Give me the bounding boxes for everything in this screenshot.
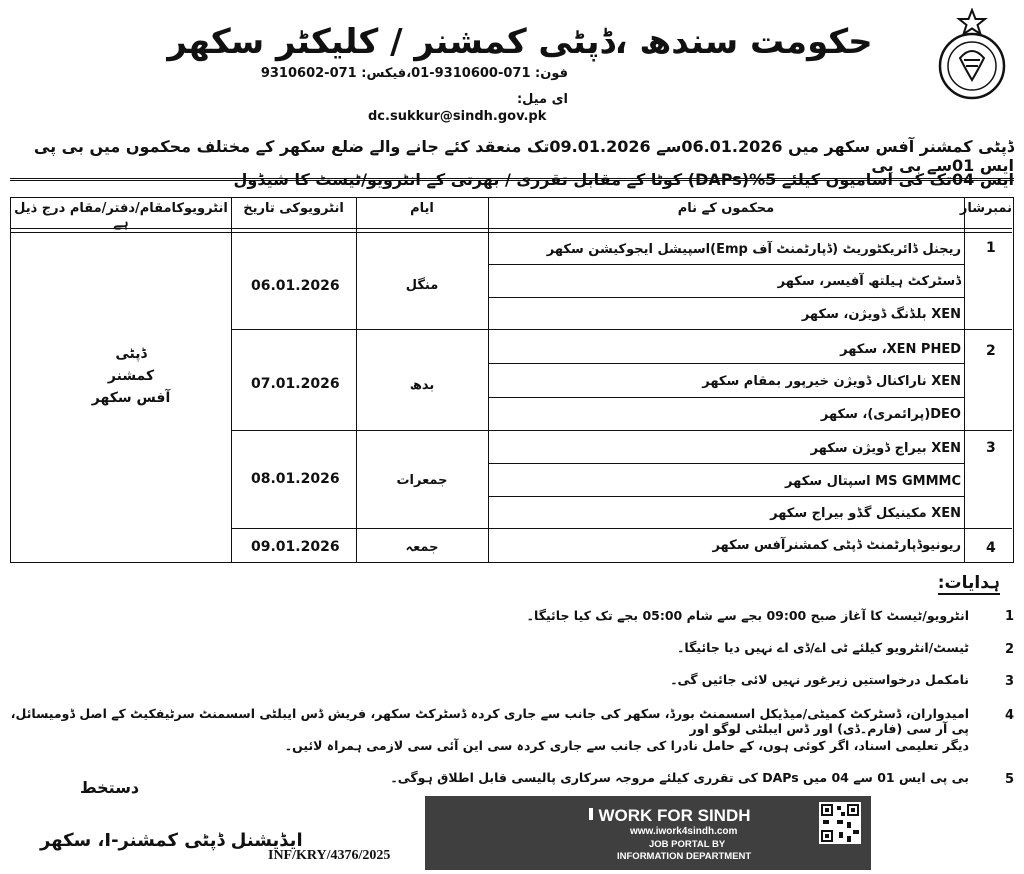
department-name: ریجنل ڈائریکٹوریٹ (ڈپارٹمنٹ آف Emp)اسپیشل ایجوکیشن سکھر: [546, 242, 961, 257]
interview-date: 09.01.2026: [251, 539, 340, 555]
instruction-number: 5: [1004, 772, 1014, 787]
header-interview-date: انٹرویوکی تاریخ: [243, 201, 344, 216]
qr-code-icon[interactable]: [819, 802, 861, 844]
instruction-number: 1: [1004, 609, 1014, 624]
header-departments: محکموں کے نام: [677, 201, 775, 216]
serial-number: 1: [986, 240, 996, 256]
sindh-government-emblem: [932, 8, 1012, 100]
interview-day: منگل: [405, 278, 439, 293]
banner-line-2: INFORMATION DEPARTMENT: [617, 851, 752, 862]
schedule-heading-line-1: ڈپٹی کمشنر آفس سکھر میں 06.01.2026سے 09.01.2026تک منعقد کئے جانے والے ضلع سکھر کے مختلف محکموں میں بی پی ایس 01سے بی پی: [10, 137, 1014, 181]
instruction-text: نامکمل درخواستیں زیرغور نہیں لائی جائیں گی۔: [670, 672, 969, 687]
department-name: XEN ناراکنال ڈویژن خیرپور بمقام سکھر: [702, 374, 961, 389]
department-name: DEO(پرائمری)، سکھر: [820, 407, 961, 422]
interview-day: جمعہ: [405, 540, 439, 555]
signatory-title: ایڈیشنل ڈپٹی کمشنر-I، سکھر: [40, 830, 303, 851]
interview-date: 07.01.2026: [251, 376, 340, 392]
interview-day: بدھ: [409, 378, 435, 393]
department-name: ریونیوڈپارٹمنٹ ڈپٹی کمشنرآفس سکھر: [712, 538, 961, 553]
department-name: ڈسٹرکٹ ہیلتھ آفیسر، سکھر: [777, 274, 961, 289]
instruction-number: 4: [1004, 708, 1014, 723]
iwork4sindh-banner[interactable]: [425, 796, 871, 870]
department-name: XEN مکینیکل گڈو بیراج سکھر: [770, 506, 961, 521]
department-name: XEN PHED، سکھر: [840, 342, 961, 357]
banner-line-1: JOB PORTAL BY: [649, 839, 726, 850]
interview-schedule-table: [10, 197, 1014, 563]
banner-url[interactable]: www.iwork4sindh.com: [630, 826, 738, 837]
instruction-text: بی پی ایس 01 سے 04 میں DAPs کی تقرری کیلئے مروجہ سرکاری پالیسی قابل اطلاق ہوگی۔: [390, 770, 969, 785]
email-label: ای میل:: [516, 92, 568, 107]
interview-venue: ڈپٹی کمشنر آفس سکھر: [91, 346, 171, 406]
instruction-text: انٹرویو/ٹیسٹ کا آغاز صبح 09:00 بجے سے شام 05:00 بجے تک کیا جائیگا۔: [526, 608, 969, 623]
serial-number: 4: [986, 540, 996, 556]
banner-brand: WORK FOR SINDH: [598, 806, 751, 825]
interview-date: 06.01.2026: [251, 278, 340, 294]
signature: دستخط: [80, 778, 140, 797]
instruction-number: 2: [1004, 642, 1014, 657]
phone-fax-line: فون: 071-9310600-01،فیکس: 071-9310602: [260, 66, 568, 81]
department-name: XEN بیراج ڈویژن سکھر: [810, 441, 961, 456]
interview-day: جمعرات: [396, 473, 448, 488]
serial-number: 2: [986, 343, 996, 359]
header-venue: انٹرویوکامقام/دفتر/مقام درج ذیل ہے: [14, 201, 228, 231]
instruction-text-continued: دیگر تعلیمی اسناد، اگر کوئی ہوں، کے حامل نادرا کی جانب سے جاری کردہ سی این آئی سی لازمی ہمراہ لائیں۔: [284, 738, 969, 753]
instruction-number: 3: [1004, 674, 1014, 689]
schedule-heading-line-2: ایس 04تک کی اسامیوں کیلئے 5%(DAPs) کوٹا کے مقابل تقرری / بھرتی کے انٹرویو/ٹیسٹ کا شیڈول: [233, 170, 1014, 189]
instructions-title: ہدایات:: [937, 573, 1000, 593]
serial-number: 3: [986, 440, 996, 456]
page-title: حکومت سندھ ،ڈپٹی کمشنر / کلیکٹر سکھر: [167, 22, 873, 62]
header-days: ایام: [410, 201, 434, 216]
email-address: dc.sukkur@sindh.gov.pk: [368, 109, 547, 124]
interview-date: 08.01.2026: [251, 471, 340, 487]
header-serial-number: نمبرشار: [959, 201, 1012, 216]
reference-number: INF/KRY/4376/2025: [268, 848, 391, 863]
instruction-text: امیدواران، ڈسٹرکٹ کمیٹی/میڈیکل اسسمنٹ بورڈ، سکھر کی جانب سے جاری کردہ ڈسٹرکٹ سکھر، فریش ڈس ایبلٹی اسسمنٹ سرٹیفکیٹ کے اصل ڈومیسائل، پی آر سی (فارم۔ڈی) اور ڈس ایبلٹی لوگو اور: [10, 706, 969, 736]
department-name: MS GMMMC اسپتال سکھر: [785, 474, 961, 489]
department-name: XEN بلڈنگ ڈویژن، سکھر: [801, 307, 961, 322]
instruction-text: ٹیسٹ/انٹرویو کیلئے ٹی اے/ڈی اے نہیں دیا جائیگا۔: [677, 640, 969, 655]
